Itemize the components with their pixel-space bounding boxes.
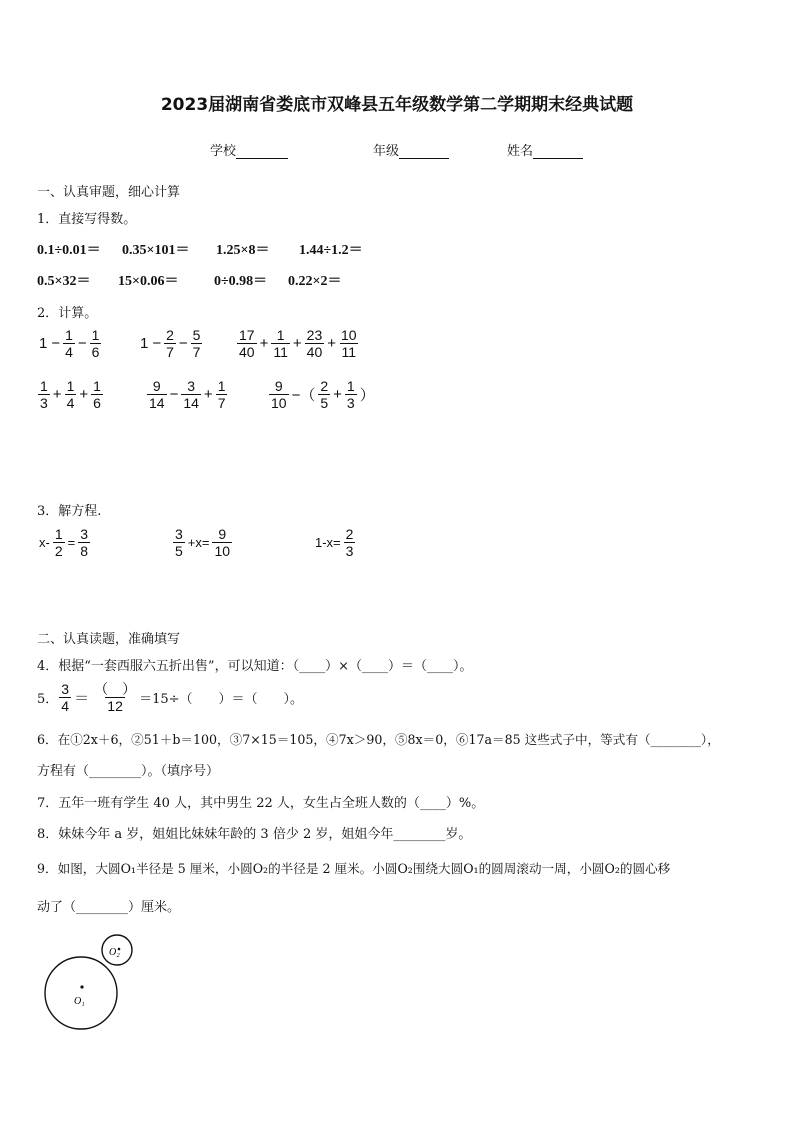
operator: −（ [291,387,316,404]
fraction: $\frac{9}{10}$ [271,378,287,411]
fraction: $\frac{1}{6}$ [93,378,101,411]
text: 1-x= [315,535,341,550]
grade-field[interactable] [373,140,449,159]
q2-expression-4 [37,378,104,411]
fraction: $\frac{1}{7}$ [217,378,226,411]
number: 1 [39,335,48,352]
q9-line-1: 9．如图，大圆O₁半径是 5 厘米，小圆O₂的半径是 2 厘米。小圆O₂围绕大圆O₁的圆周滚动一周，小圆O₂的圆心移 [37,861,671,876]
school-blank[interactable] [236,144,288,159]
question-number: 5． [37,692,59,707]
fraction: $\frac{1}{3}$ [346,378,355,411]
q9-line-2: 动了（________）厘米。 [37,900,181,915]
operator: − [178,335,188,352]
operator: + [52,386,62,403]
text: ＝15÷（ ）＝（ ）。 [139,692,304,707]
page-title: 2023届湖南省娄底市双峰县五年级数学第二学期期末经典试题 [160,95,634,115]
operator: = [67,535,76,550]
q1-item: 0.35×101＝ [122,243,190,258]
q2-expression-2 [138,327,203,360]
q1-item: 15×0.06＝ [118,274,179,289]
section-1-heading: 一、认真审题，细心计算 [37,185,181,200]
q4-text: 4．根据“一套西服六五折出售”，可以知道：（____）×（____）＝（____）。 [37,659,473,674]
q8-text: 8．妹妹今年 a 岁，姐姐比妹妹年龄的 3 倍少 2 岁，姐姐今年________岁。 [37,827,472,842]
fraction: $\frac{9}{14}$ [149,378,165,411]
q3-equation-3 [313,526,356,559]
q1-item: 0.1÷0.01＝ [37,243,101,258]
fraction: $\frac{1}{3}$ [40,378,48,411]
fraction: $\frac{3}{14}$ [183,378,199,411]
fraction: $\frac{2}{5}$ [320,378,329,411]
operator: − [51,335,61,352]
fraction: $\frac{5}{7}$ [192,327,201,360]
operator: + [259,335,269,352]
fraction: $\frac{1}{11}$ [273,327,288,360]
operator: + [327,335,336,352]
q5-text [37,681,303,714]
big-circle-label: O₁ [74,996,85,1007]
fraction: $\frac{1}{6}$ [91,327,100,360]
operator: + [79,386,89,403]
q6-line-1: 6．在①2x＋6，②51＋b＝100，③7×15＝105，④7x＞90，⑤8x＝0，⑥17a＝85 这些式子中，等式有（________）， [37,732,720,747]
name-field[interactable] [507,140,583,159]
q1-item: 1.25×8＝ [216,243,270,258]
big-circle-center [80,985,83,988]
q3-equation-1 [37,526,91,559]
fraction: $\frac{1}{4}$ [65,327,73,360]
operator: + [333,386,342,403]
q6-line-2: 方程有（________）。（填序号） [37,764,220,779]
fraction: $\frac{2}{3}$ [345,526,354,559]
q3-label: 3．解方程. [37,504,102,519]
text: +x= [187,535,210,550]
q1-item: 0.5×32＝ [37,274,91,289]
q1-item: 1.44÷1.2＝ [299,243,363,258]
grade-label: 年级 [373,144,400,159]
operator: ＝ [74,690,90,707]
fraction: $\frac{3}{8}$ [80,526,89,559]
operator: + [203,386,213,403]
operator: − [77,335,87,352]
operator: − [169,386,179,403]
q2-expression-5 [146,378,228,411]
grade-blank[interactable] [399,144,449,159]
q1-item: 0÷0.98＝ [214,274,268,289]
fraction: $\frac{10}{11}$ [341,327,357,360]
school-label: 学校 [210,144,237,159]
fraction: $\frac{( )}{12}$ [94,681,137,714]
name-label: 姓名 [507,144,534,159]
section-2-heading: 二、认真读题，准确填写 [37,632,181,647]
operator: − [152,335,162,352]
q7-text: 7．五年一班有学生 40 人，其中男生 22 人，女生占全班人数的（____）%。 [37,796,485,811]
fraction: $\frac{17}{40}$ [239,327,255,360]
operator: + [292,335,302,352]
fraction: $\frac{2}{7}$ [166,327,174,360]
fraction: $\frac{9}{10}$ [214,526,231,559]
q2-expression-3 [236,327,360,360]
q3-equation-2 [172,526,233,559]
name-blank[interactable] [533,144,583,159]
q1-label: 1．直接写得数。 [37,212,137,227]
circle-figure [30,930,150,1040]
small-circle-label: O₂ [109,947,120,958]
q1-item: 0.22×2＝ [288,274,342,289]
fraction: $\frac{1}{2}$ [54,526,63,559]
text: x- [39,535,50,550]
fraction: $\frac{1}{4}$ [66,378,75,411]
fraction: $\frac{3}{4}$ [61,681,70,714]
school-field[interactable] [210,140,288,159]
fraction: $\frac{3}{5}$ [175,526,183,559]
fraction: $\frac{23}{40}$ [306,327,323,360]
q2-expression-1 [37,327,102,360]
number: 1 [140,335,149,352]
q2-expression-6 [268,378,377,411]
q2-label: 2．计算。 [37,306,98,321]
big-circle [45,957,117,1029]
operator: ） [359,387,375,404]
